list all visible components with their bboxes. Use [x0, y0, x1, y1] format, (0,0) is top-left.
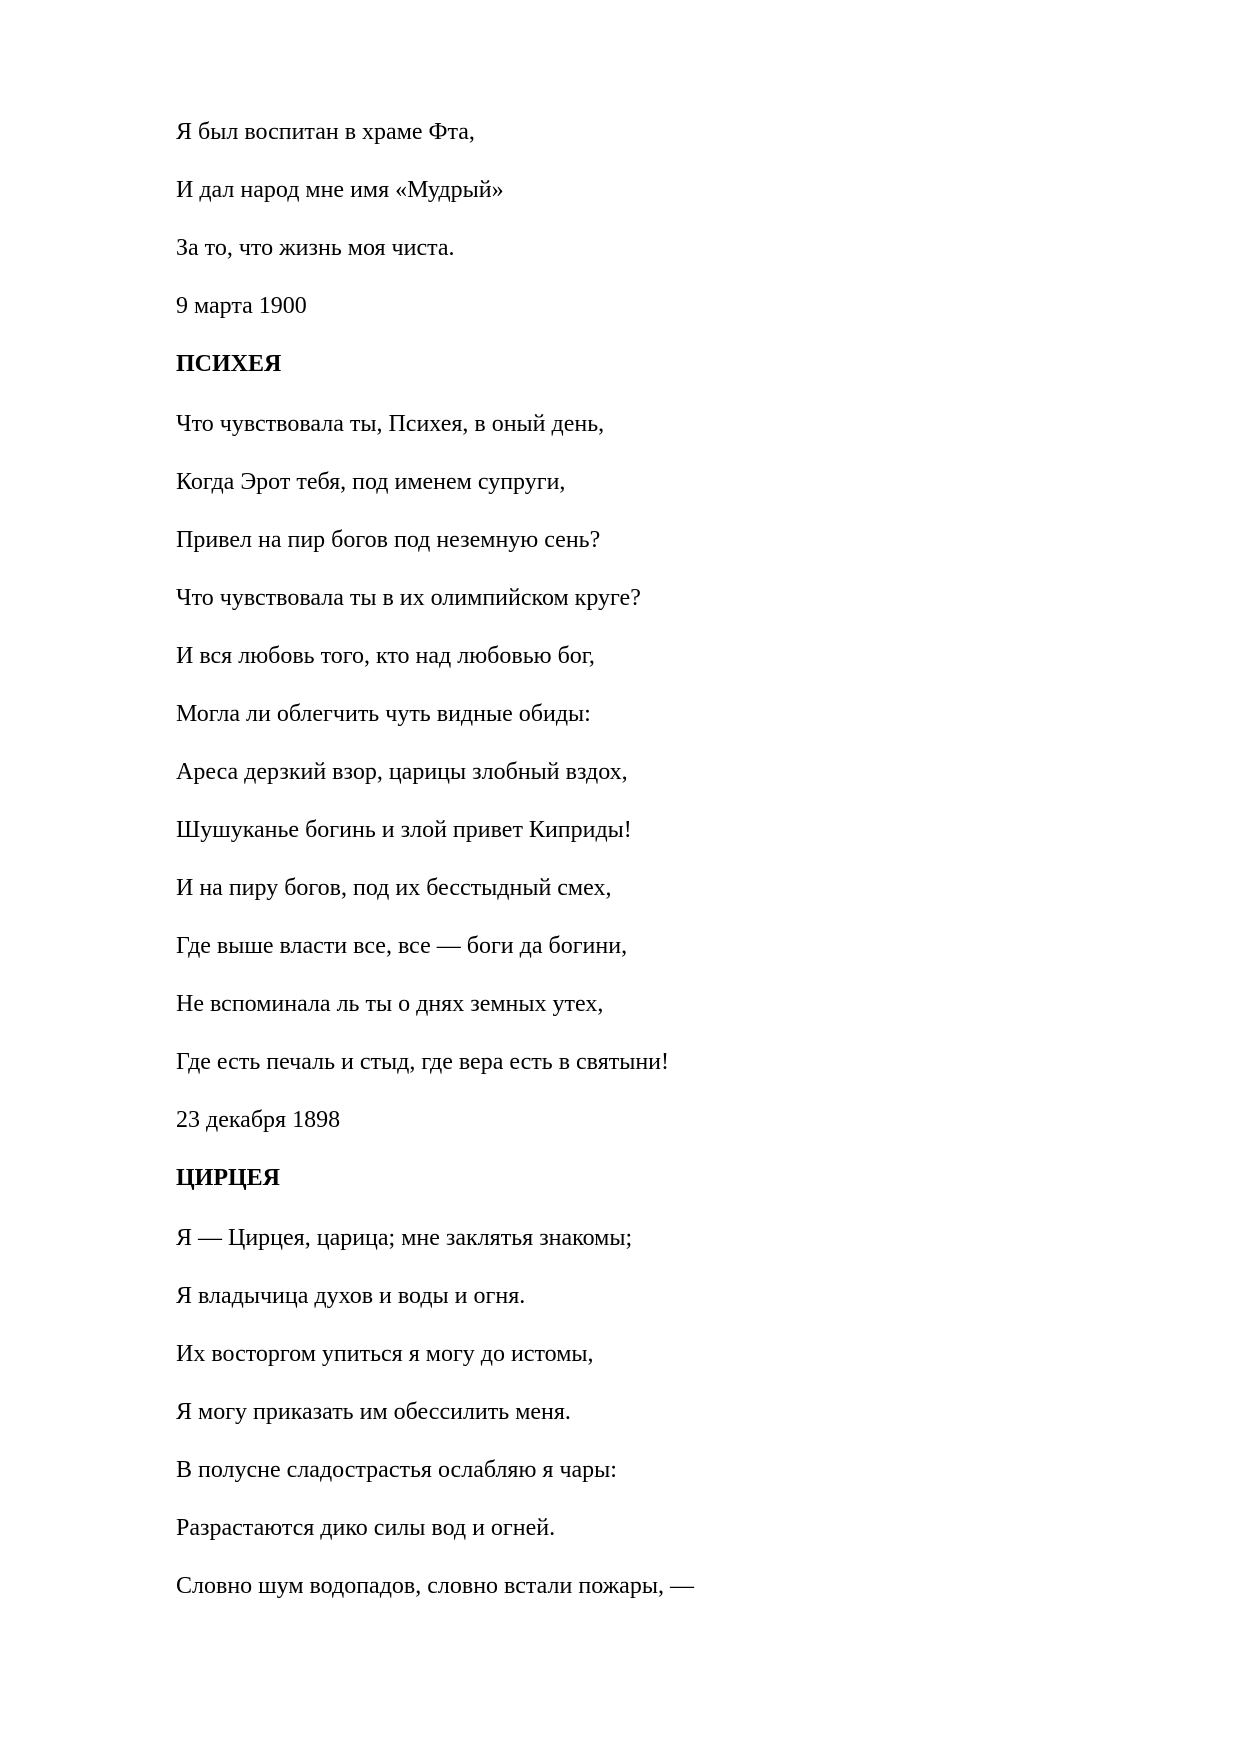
poem-line: Где есть печаль и стыд, где вера есть в святыни!	[176, 1049, 670, 1075]
poem-date: 23 декабря 1898	[176, 1107, 341, 1133]
poem-line: Разрастаются дико силы вод и огней.	[176, 1515, 556, 1541]
poem-line: Не вспоминала ль ты о днях земных утех,	[176, 991, 604, 1017]
poem-line: Я был воспитан в храме Фта,	[176, 119, 475, 145]
poem-line: Ареса дерзкий взор, царицы злобный вздох,	[176, 759, 628, 785]
poem-psyche	[176, 342, 1136, 1156]
poem-line: Словно шум водопадов, словно встали пожары, —	[176, 1573, 694, 1599]
poem-title: ПСИХЕЯ	[176, 351, 282, 377]
poem-line: Что чувствовала ты, Психея, в оный день,	[176, 411, 605, 437]
poem-line: Когда Эрот тебя, под именем супруги,	[176, 469, 566, 495]
poem-date: 9 марта 1900	[176, 293, 307, 319]
poem-line: Я владычица духов и воды и огня.	[176, 1283, 526, 1309]
poem-line: Привел на пир богов под неземную сень?	[176, 527, 601, 553]
poem-line: Их восторгом упиться я могу до истомы,	[176, 1341, 594, 1367]
poem-line: Я — Цирцея, царица; мне заклятья знакомы;	[176, 1225, 633, 1251]
poem-line: В полусне сладострастья ослабляю я чары:	[176, 1457, 617, 1483]
poem-line: Могла ли облегчить чуть видные обиды:	[176, 701, 591, 727]
document-text	[176, 110, 1136, 1622]
poem-line: За то, что жизнь моя чиста.	[176, 235, 455, 261]
poem-line: И дал народ мне имя «Мудрый»	[176, 177, 504, 203]
poem-line: Где выше власти все, все — боги да богини,	[176, 933, 628, 959]
poem-line: Я могу приказать им обессилить меня.	[176, 1399, 571, 1425]
poem-line: Шушуканье богинь и злой привет Киприды!	[176, 817, 632, 843]
poem-title: ЦИРЦЕЯ	[176, 1165, 281, 1191]
fragment-stanza	[176, 110, 1136, 342]
poem-circe	[176, 1156, 1136, 1622]
poem-line: И на пиру богов, под их бесстыдный смех,	[176, 875, 612, 901]
poem-line: И вся любовь того, кто над любовью бог,	[176, 643, 595, 669]
poem-line: Что чувствовала ты в их олимпийском круге?	[176, 585, 641, 611]
